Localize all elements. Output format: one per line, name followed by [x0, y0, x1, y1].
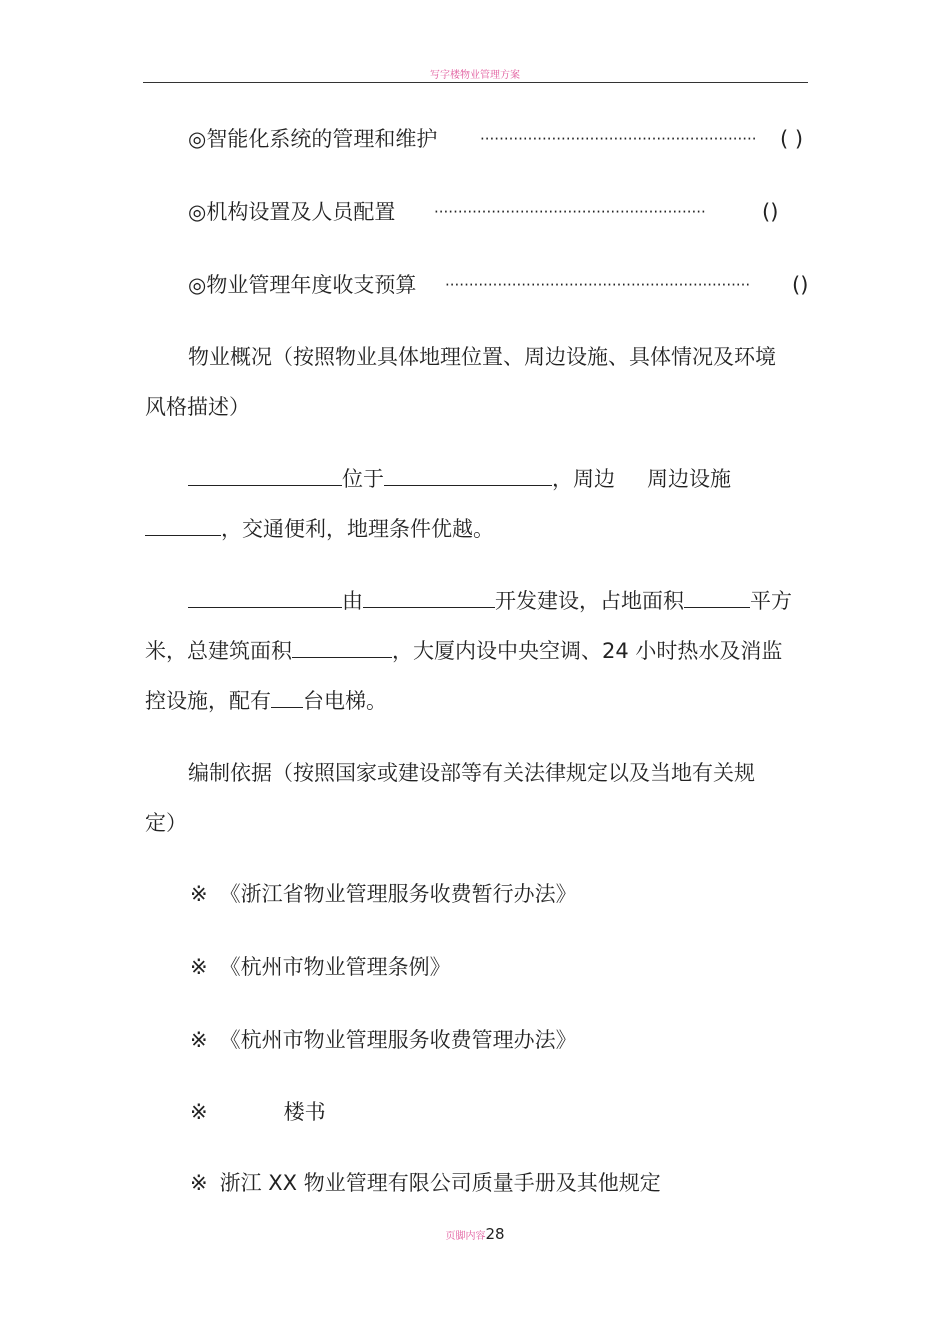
overview-location-cont	[145, 516, 494, 542]
basis-item	[190, 1027, 577, 1053]
toc-entry	[188, 126, 806, 152]
reference-mark-icon: ※	[190, 882, 208, 906]
overview-elevator-line	[145, 688, 387, 714]
reference-mark-icon: ※	[190, 1028, 208, 1052]
toc-leader-dots: ··························································	[480, 130, 757, 148]
overview-heading: 物业概况（按照物业具体地理位置、周边设施、具体情况及环境	[188, 345, 776, 369]
text-facilities: 周边设施	[647, 467, 731, 491]
overview-location-line	[188, 466, 731, 492]
text-total-area: 米，总建筑面积	[145, 639, 292, 663]
blank-field	[684, 589, 750, 608]
footer-label: 页脚内容	[445, 1231, 486, 1242]
blank-field	[188, 589, 342, 608]
reference-mark-icon: ※	[190, 1100, 208, 1124]
basis-item-text: 《浙江省物业管理服务收费暂行办法》	[219, 882, 577, 906]
toc-leader-dots: ·························································	[434, 203, 706, 221]
basis-item-text: 《杭州市物业管理服务收费管理办法》	[219, 1028, 577, 1052]
basis-item	[190, 1099, 326, 1125]
text-by: 由	[342, 589, 363, 613]
header-rule	[143, 82, 808, 83]
reference-mark-icon: ※	[190, 955, 208, 979]
toc-entry	[188, 272, 809, 298]
overview-heading-cont: 风格描述）	[145, 395, 250, 419]
overview-area-line	[145, 638, 782, 664]
text-around: ，周边	[552, 467, 615, 491]
page-footer	[0, 1224, 950, 1243]
basis-heading: 编制依据（按照国家或建设部等有关法律规定以及当地有关规	[188, 761, 755, 785]
text-developed: 开发建设，占地面积	[495, 589, 684, 613]
blank-field	[188, 467, 342, 486]
toc-page-ref: ()	[762, 200, 779, 224]
toc-page-ref: ( )	[780, 127, 804, 151]
blank-field	[271, 689, 303, 708]
toc-leader-dots: ································································	[445, 276, 751, 294]
blank-field	[384, 467, 552, 486]
toc-entry-label: ◎物业管理年度收支预算	[188, 273, 417, 297]
overview-developer-line	[188, 588, 792, 614]
text-located: 位于	[342, 467, 384, 491]
toc-page-ref: ()	[792, 273, 809, 297]
basis-item	[190, 954, 451, 980]
text-location-rest: ，交通便利，地理条件优越。	[221, 517, 494, 541]
page-number: 28	[485, 1225, 505, 1243]
blank-field	[363, 589, 495, 608]
text-sqm: 平方	[750, 589, 792, 613]
basis-item	[190, 1170, 661, 1196]
text-equipped: 控设施，配有	[145, 689, 271, 713]
blank-field	[145, 517, 221, 536]
blank-field	[292, 639, 392, 658]
basis-heading-cont: 定）	[145, 811, 187, 835]
reference-mark-icon: ※	[190, 1171, 208, 1195]
basis-item-text: 浙江 XX 物业管理有限公司质量手册及其他规定	[219, 1171, 661, 1195]
basis-item-text: 《杭州市物业管理条例》	[219, 955, 451, 979]
basis-item-text: 楼书	[283, 1100, 326, 1124]
toc-entry-label: ◎机构设置及人员配置	[188, 200, 396, 224]
toc-entry-label: ◎智能化系统的管理和维护	[188, 127, 438, 151]
header-title: 写字楼物业管理方案	[430, 70, 520, 81]
basis-item	[190, 881, 577, 907]
toc-entry	[188, 199, 806, 225]
text-elevators: 台电梯。	[303, 689, 387, 713]
text-facilities-desc: ，大厦内设中央空调、24 小时热水及消监	[392, 639, 783, 663]
